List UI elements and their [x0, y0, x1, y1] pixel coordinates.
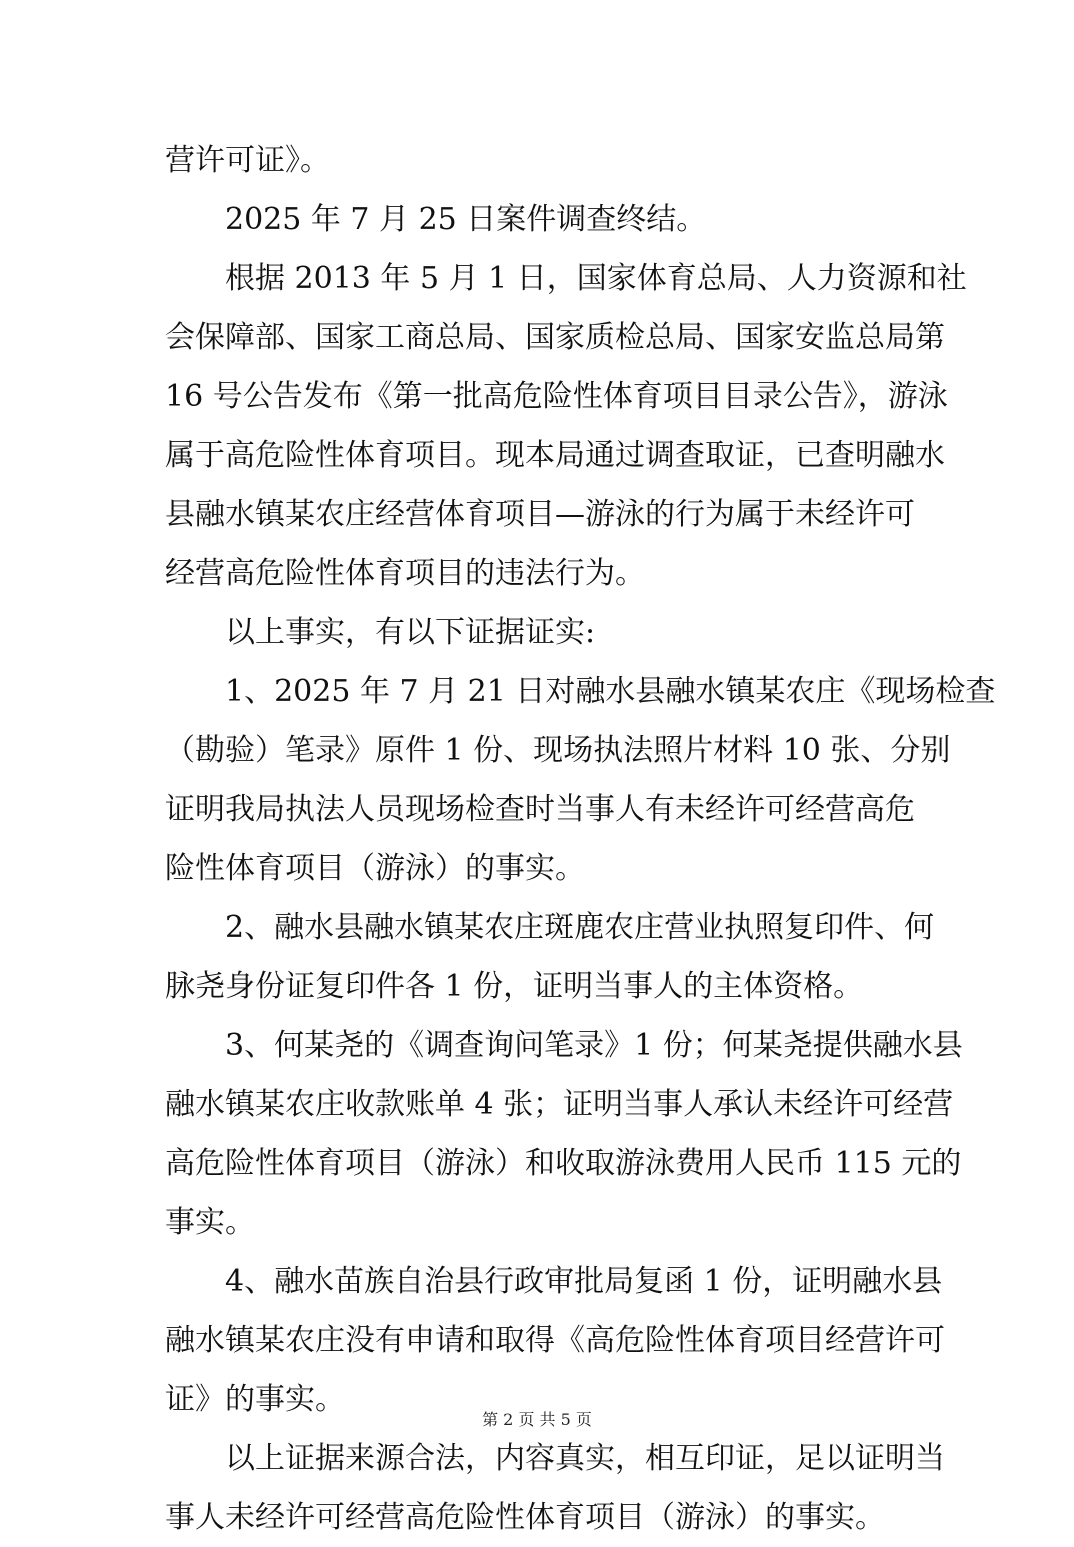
text-line-20: 4、融水苗族自治县行政审批局复函 1 份，证明融水县 [225, 1264, 943, 1299]
text-line-9: 以上事实，有以下证据证实: [225, 615, 596, 650]
text-line-21: 融水镇某农庄没有申请和取得《高危险性体育项目经营许可 [165, 1323, 945, 1358]
text-line-6: 属于高危险性体育项目。现本局通过调查取证，已查明融水 [165, 438, 945, 473]
text-line-1: 营许可证》。 [165, 143, 330, 178]
text-line-12: 证明我局执法人员现场检查时当事人有未经许可经营高危 [165, 792, 915, 827]
text-line-5: 16 号公告发布《第一批高危险性体育项目目录公告》，游泳 [165, 379, 948, 414]
text-line-4: 会保障部、国家工商总局、国家质检总局、国家安监总局第 [165, 320, 945, 355]
text-line-3: 根据 2013 年 5 月 1 日，国家体育总局、人力资源和社 [225, 261, 967, 296]
text-line-22: 证》的事实。 [165, 1382, 345, 1417]
text-line-14: 2、融水县融水镇某农庄斑鹿农庄营业执照复印件、何 [225, 910, 935, 945]
text-line-8: 经营高危险性体育项目的违法行为。 [165, 556, 645, 591]
text-line-17: 融水镇某农庄收款账单 4 张；证明当事人承认未经许可经营 [165, 1087, 954, 1122]
text-line-18: 高危险性体育项目（游泳）和收取游泳费用人民币 115 元的 [165, 1146, 962, 1181]
text-line-10: 1、2025 年 7 月 21 日对融水县融水镇某农庄《现场检查 [225, 674, 996, 709]
text-line-19: 事实。 [165, 1205, 255, 1240]
text-line-7: 县融水镇某农庄经营体育项目—游泳的行为属于未经许可 [165, 497, 915, 532]
page-number-footer: 第 2 页 共 5 页 [482, 1410, 592, 1429]
text-line-13: 险性体育项目（游泳）的事实。 [165, 851, 585, 886]
text-line-16: 3、何某尧的《调查询问笔录》1 份；何某尧提供融水县 [225, 1028, 963, 1063]
text-line-24: 事人未经许可经营高危险性体育项目（游泳）的事实。 [165, 1500, 885, 1535]
body-text [165, 131, 996, 1547]
text-line-15: 脉尧身份证复印件各 1 份，证明当事人的主体资格。 [165, 969, 864, 1004]
text-line-2: 2025 年 7 月 25 日案件调查终结。 [225, 202, 707, 237]
text-line-23: 以上证据来源合法，内容真实，相互印证，足以证明当 [225, 1441, 945, 1476]
text-line-11: （勘验）笔录》原件 1 份、现场执法照片材料 10 张、分别 [165, 733, 951, 768]
